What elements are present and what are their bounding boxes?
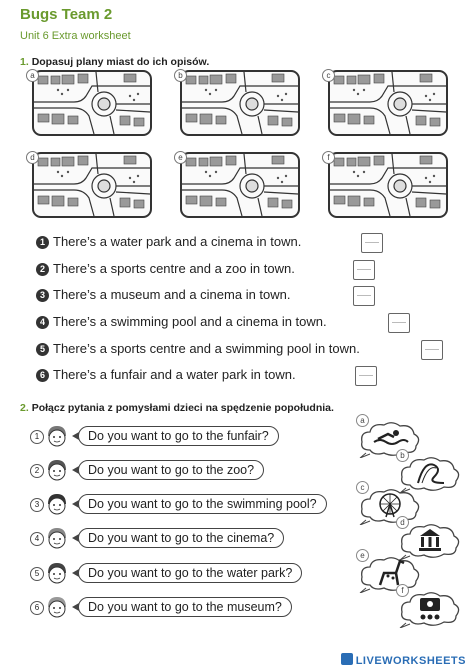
sentence-number: 2 <box>36 263 49 276</box>
child-face-icon <box>44 458 70 484</box>
sentence-3 <box>36 287 291 302</box>
question-bubble[interactable]: Do you want to go to the funfair? <box>78 426 279 446</box>
ferris-wheel-icon <box>358 487 422 525</box>
child-face-icon <box>44 561 70 587</box>
sentence-text: There’s a funfair and a water park in town. <box>53 367 296 382</box>
city-map-e <box>174 152 298 216</box>
sentence-number: 5 <box>36 343 49 356</box>
swimmer-icon <box>358 420 422 458</box>
exercise1-number: 1. <box>20 56 29 68</box>
child-face-icon <box>44 595 70 621</box>
question-number: 1 <box>30 430 44 444</box>
cinema-icon <box>398 590 462 628</box>
city-plan-drawing <box>32 152 152 218</box>
answer-box-5[interactable] <box>421 340 443 360</box>
city-map-b <box>174 70 298 134</box>
sentence-4 <box>36 314 327 329</box>
liveworksheets-logo-icon <box>341 653 353 665</box>
child-face-icon <box>44 492 70 518</box>
city-plan-drawing <box>180 70 300 136</box>
question-bubble[interactable]: Do you want to go to the swimming pool? <box>78 494 327 514</box>
answer-cloud-e[interactable] <box>358 551 422 593</box>
sentence-5 <box>36 341 360 356</box>
answer-letter: f <box>396 584 409 597</box>
worksheet-subtitle: Unit 6 Extra worksheet <box>20 30 131 42</box>
sentence-number: 1 <box>36 236 49 249</box>
map-letter: f <box>322 151 335 164</box>
exercise1-instruction <box>20 56 209 68</box>
sentence-text: There’s a swimming pool and a cinema in town. <box>53 314 327 329</box>
question-number: 2 <box>30 464 44 478</box>
question-bubble[interactable]: Do you want to go to the cinema? <box>78 528 284 548</box>
map-letter: b <box>174 69 187 82</box>
map-letter: a <box>26 69 39 82</box>
question-bubble[interactable]: Do you want to go to the museum? <box>78 597 292 617</box>
answer-letter: c <box>356 481 369 494</box>
question-number: 6 <box>30 601 44 615</box>
city-plan-drawing <box>328 152 448 218</box>
sentence-number: 6 <box>36 369 49 382</box>
city-plan-drawing <box>328 70 448 136</box>
answer-cloud-c[interactable] <box>358 483 422 525</box>
answer-box-2[interactable] <box>353 260 375 280</box>
exercise2-text: Połącz pytania z pomysłami dzieci na spędzenie popołudnia. <box>31 402 334 414</box>
worksheet-title: Bugs Team 2 <box>20 6 113 23</box>
city-map-d <box>26 152 150 216</box>
map-letter: d <box>26 151 39 164</box>
city-map-f <box>322 152 446 216</box>
sentence-1 <box>36 234 301 249</box>
footer-brand <box>341 653 466 667</box>
sentence-6 <box>36 367 296 382</box>
exercise2-instruction <box>20 402 334 414</box>
question-number: 3 <box>30 498 44 512</box>
question-bubble[interactable]: Do you want to go to the water park? <box>78 563 302 583</box>
child-face-icon <box>44 526 70 552</box>
sentence-text: There’s a water park and a cinema in town. <box>53 234 302 249</box>
answer-box-3[interactable] <box>353 286 375 306</box>
sentence-text: There’s a sports centre and a swimming pool in town. <box>53 341 360 356</box>
exercise2-number: 2. <box>20 402 29 414</box>
child-face-icon <box>44 424 70 450</box>
answer-box-1[interactable] <box>361 233 383 253</box>
sentence-number: 3 <box>36 289 49 302</box>
answer-box-6[interactable] <box>355 366 377 386</box>
answer-letter: e <box>356 549 369 562</box>
city-plan-drawing <box>180 152 300 218</box>
footer-brand-text: LIVEWORKSHEETS <box>355 655 466 667</box>
answer-cloud-f[interactable] <box>398 586 462 628</box>
city-map-c <box>322 70 446 134</box>
sentence-text: There’s a museum and a cinema in town. <box>53 287 291 302</box>
sentence-text: There’s a sports centre and a zoo in town. <box>53 261 295 276</box>
city-plan-drawing <box>32 70 152 136</box>
sentence-2 <box>36 261 295 276</box>
map-letter: c <box>322 69 335 82</box>
exercise1-text: Dopasuj plany miast do ich opisów. <box>31 56 210 68</box>
answer-cloud-a[interactable] <box>358 416 422 458</box>
map-letter: e <box>174 151 187 164</box>
city-map-a <box>26 70 150 134</box>
answer-box-4[interactable] <box>388 313 410 333</box>
question-number: 4 <box>30 532 44 546</box>
answer-letter: a <box>356 414 369 427</box>
sentence-number: 4 <box>36 316 49 329</box>
giraffe-icon <box>358 555 422 593</box>
question-number: 5 <box>30 567 44 581</box>
answer-letter: d <box>396 516 409 529</box>
answer-letter: b <box>396 449 409 462</box>
question-bubble[interactable]: Do you want to go to the zoo? <box>78 460 264 480</box>
